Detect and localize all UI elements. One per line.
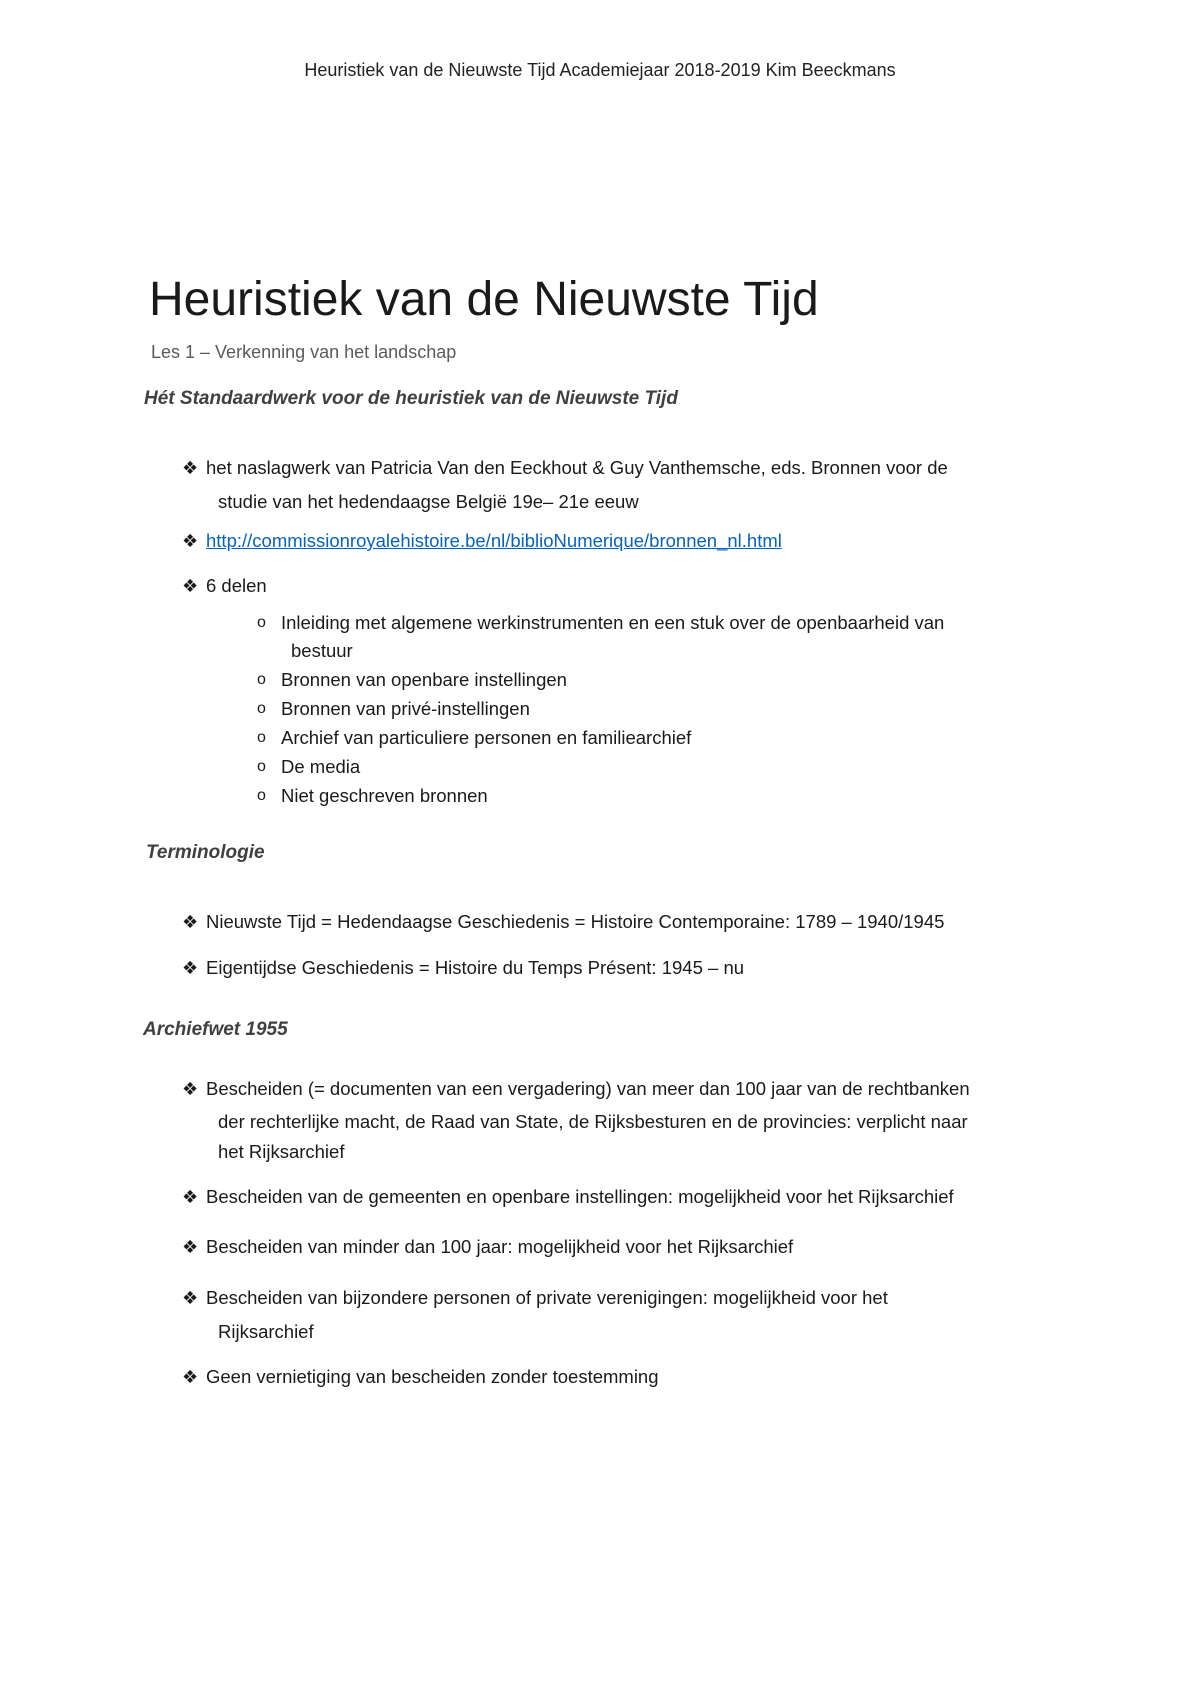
bullet-text: Bescheiden van de gemeenten en openbare instellingen: mogelijkheid voor het Rijksarchief [206, 1186, 954, 1207]
list-item-text: Bronnen van openbare instellingen [281, 669, 567, 690]
heading-standaardwerk: Hét Standaardwerk voor de heuristiek van de Nieuwste Tijd [144, 388, 678, 409]
bullet-text: Bescheiden van bijzondere personen of private verenigingen: mogelijkheid voor het [206, 1287, 888, 1308]
bullet-eigentijdse [182, 951, 745, 985]
diamond-bullet-icon: ❖ [182, 1237, 199, 1257]
document-subtitle: Les 1 – Verkenning van het landschap [151, 342, 457, 362]
bullet-text: Nieuwste Tijd = Hedendaagse Geschiedenis = Histoire Contemporaine: 1789 – 1940/1945 [206, 911, 945, 932]
list-item [257, 665, 944, 694]
bullet-link [182, 524, 782, 558]
heading-terminologie: Terminologie [146, 842, 265, 863]
bullet-delen [182, 569, 267, 603]
diamond-bullet-icon: ❖ [182, 1288, 199, 1308]
list-item [257, 752, 944, 781]
document-title: Heuristiek van de Nieuwste Tijd [149, 273, 819, 326]
diamond-bullet-icon: ❖ [182, 1367, 199, 1387]
diamond-bullet-icon: ❖ [182, 1079, 199, 1099]
circle-bullet-icon: o [257, 758, 266, 775]
bullet-text-continued: het Rijksarchief [218, 1141, 345, 1162]
diamond-bullet-icon: ❖ [182, 576, 199, 596]
bullet-text: Bescheiden (= documenten van een vergadering) van meer dan 100 jaar van de rechtbanken [206, 1078, 970, 1099]
list-item-text: De media [281, 756, 361, 777]
list-item [257, 608, 944, 665]
circle-bullet-icon: o [257, 700, 266, 717]
circle-bullet-icon: o [257, 671, 266, 688]
list-item-text-continued: bestuur [291, 640, 353, 661]
bullet-text: Geen vernietiging van bescheiden zonder toestemming [206, 1366, 659, 1387]
list-item [257, 723, 944, 752]
circle-bullet-icon: o [257, 729, 266, 746]
bullet-bijzondere-personen [182, 1281, 888, 1349]
list-item-text: Archief van particuliere personen en familiearchief [281, 727, 692, 748]
list-item-text: Niet geschreven bronnen [281, 785, 488, 806]
bullet-text: het naslagwerk van Patricia Van den Eeckhout & Guy Vanthemsche, eds. Bronnen voor de [206, 457, 948, 478]
diamond-bullet-icon: ❖ [182, 958, 199, 978]
heading-archiefwet: Archiefwet 1955 [143, 1019, 288, 1040]
diamond-bullet-icon: ❖ [182, 531, 199, 551]
list-item [257, 781, 944, 810]
diamond-bullet-icon: ❖ [182, 458, 199, 478]
list-item [257, 694, 944, 723]
bronnen-link[interactable]: http://commissionroyalehistoire.be/nl/biblioNumerique/bronnen_nl.html [206, 530, 782, 551]
bullet-gemeenten [182, 1180, 954, 1214]
circle-bullet-icon: o [257, 614, 266, 631]
bullet-text-continued: Rijksarchief [218, 1321, 314, 1342]
delen-list [257, 608, 944, 810]
bullet-text: 6 delen [206, 575, 267, 596]
running-header: Heuristiek van de Nieuwste Tijd Academiejaar 2018-2019 Kim Beeckmans [304, 60, 896, 80]
bullet-nieuwste-tijd [182, 905, 945, 939]
bullet-bescheiden-100-jaar [182, 1072, 970, 1166]
list-item-text: Bronnen van privé-instellingen [281, 698, 530, 719]
bullet-naslagwerk [182, 451, 948, 519]
list-item-text: Inleiding met algemene werkinstrumenten en een stuk over de openbaarheid van [281, 612, 945, 633]
bullet-text-continued: studie van het hedendaagse België 19e– 21e eeuw [218, 491, 639, 512]
bullet-text: Eigentijdse Geschiedenis = Histoire du Temps Présent: 1945 – nu [206, 957, 745, 978]
bullet-text-continued: der rechterlijke macht, de Raad van State, de Rijksbesturen en de provincies: verplicht naar [218, 1111, 968, 1132]
bullet-minder-dan-100 [182, 1230, 794, 1264]
bullet-text: Bescheiden van minder dan 100 jaar: mogelijkheid voor het Rijksarchief [206, 1236, 794, 1257]
bullet-geen-vernietiging [182, 1360, 659, 1394]
diamond-bullet-icon: ❖ [182, 1187, 199, 1207]
circle-bullet-icon: o [257, 787, 266, 804]
diamond-bullet-icon: ❖ [182, 912, 199, 932]
